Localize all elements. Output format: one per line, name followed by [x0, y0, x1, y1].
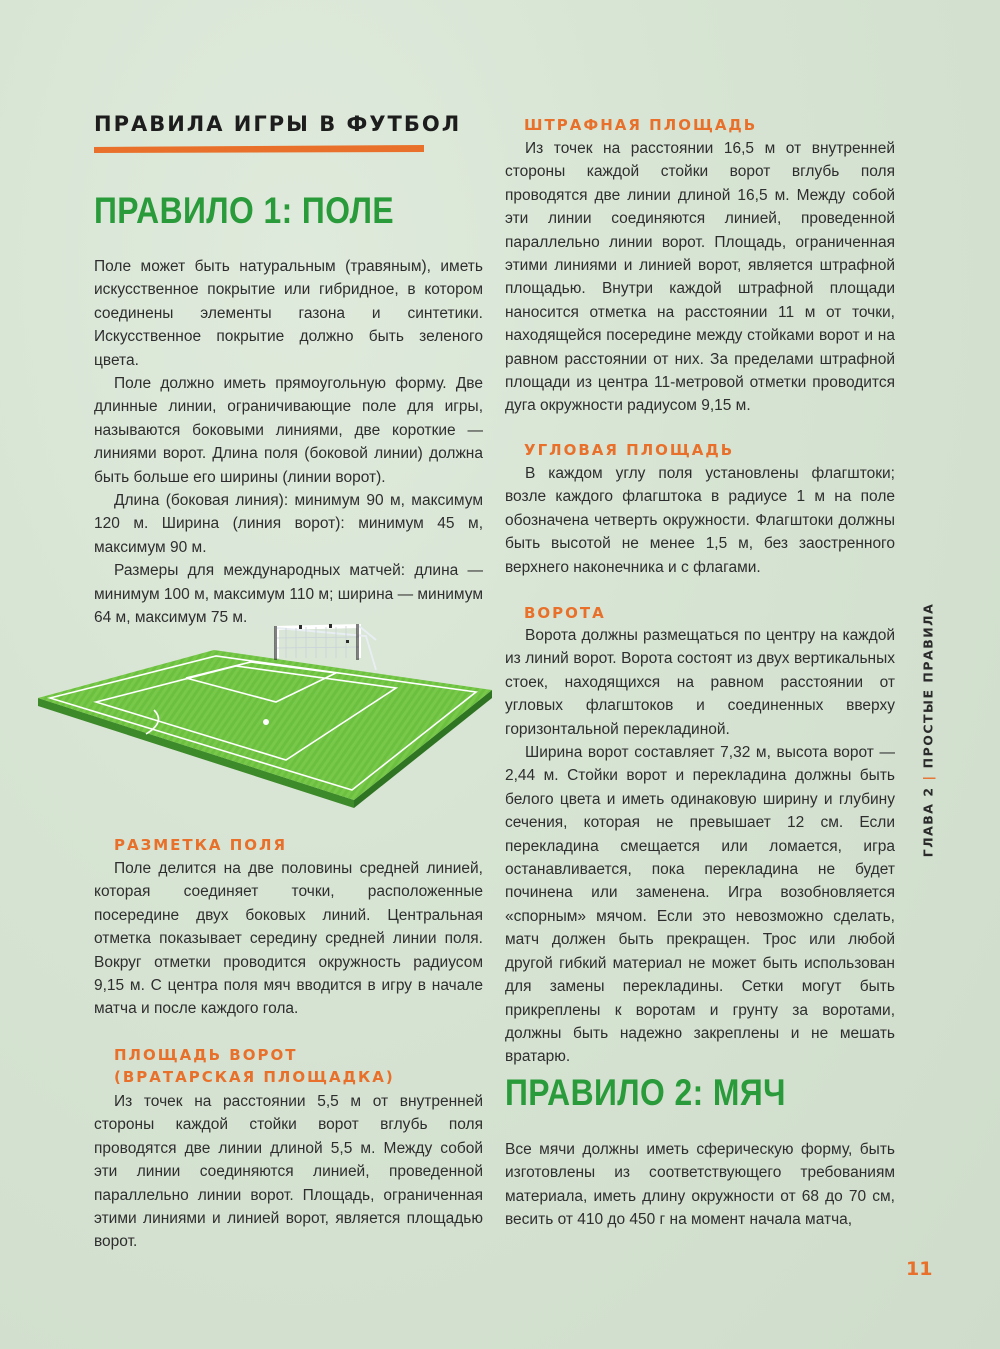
corner-area-paragraph: В каждом углу поля установлены флагштоки; возле каждого флагштока в радиусе 1 м на поле обозначена четверть окружности. Флагштоки должны быть высотой не менее 1,5 м, без заостренного верхнего наконечника и с флагами. [505, 465, 895, 576]
chapter-tab [916, 602, 940, 858]
markings-text [94, 857, 483, 1021]
rule1-paragraph: Поле может быть натуральным (травяным), иметь искусственное покрытие или гибридное, в котором соединены элементы газона и синтетики. Искусственное покрытие должно быть зеленого цвета. [94, 258, 483, 369]
goal-area-heading-2: (ВРАТАРСКАЯ ПЛОЩАДКА) [114, 1068, 395, 1086]
rule1-paragraph: Поле должно иметь прямоугольную форму. Две длинные линии, ограничивающие поле для игры, называются боковыми линиями, две короткие — линиями ворот. Длина поля (боковой линии) должна быть больше его ширины (линии ворот). [94, 375, 483, 486]
penalty-area-paragraph: Из точек на расстоянии 16,5 м от внутренней стороны каждой стойки ворот вглубь поля проводятся две линии длиной 16,5 м. Между собой эти линии соединяются линией, проведенной параллельно линии ворот. Площадь, ограниченная этими линиями и линией ворот, является штрафной площадью. Внутри каждой штрафной площади наносится отметка на расстоянии 11 м от точки, находящейся посередине между стойками ворот и на равном расстоянии от них. За пределами штрафной площади из центра 11-метровой отметки проводится дуга окружности радиусом 9,15 м. [505, 140, 895, 415]
corner-area-text [505, 462, 895, 579]
goals-text [505, 624, 895, 1069]
markings-paragraph: Поле делится на две половины средней линией, которая соединяет точки, расположенные посередине двух боковых линий. Центральная отметка показывает середину средней линии поля. Вокруг отметки проводится окружность радиусом 9,15 м. С центра поля мяч вводится в игру в начале матча и после каждого гола. [94, 860, 483, 1018]
title-underline [94, 144, 424, 154]
football-field-illustration [36, 610, 496, 810]
markings-heading: РАЗМЕТКА ПОЛЯ [114, 836, 288, 854]
goals-paragraph: Ширина ворот составляет 7,32 м, высота ворот — 2,44 м. Стойки ворот и перекладина должны быть белого цвета и иметь одинаковую ширину и глубину сечения, которая не превышает 12 см. Если перекладина смещается или ломается, игра останавливается, пока перекладина не будет починена или заменена. Игра возобновляется «спорным» мячом. Если это невозможно сделать, матч должен быть прекращен. Трос или любой другой гибкий материал не может быть использован для замены перекладины. Сетки могут быть прикреплены к воротам и грунту за воротами, должны быть надежно закреплены и не мешать вратарю. [505, 744, 895, 1066]
goal-area-heading-1: ПЛОЩАДЬ ВОРОТ [114, 1046, 298, 1064]
goal-area-text [94, 1090, 483, 1254]
chapter-separator: | [920, 774, 936, 781]
goals-heading: ВОРОТА [524, 604, 606, 622]
corner-area-heading: УГЛОВАЯ ПЛОЩАДЬ [524, 441, 735, 459]
rule1-text [94, 255, 483, 630]
rule1-paragraph: Размеры для международных матчей: длина — минимум 100 м, максимум 110 м; ширина — минимум 64 м, максимум 75 м. [94, 562, 483, 627]
goal-area-paragraph: Из точек на расстоянии 5,5 м от внутренней стороны каждой стойки ворот вглубь поля проводятся две линии длиной 5,5 м. Между собой эти линии соединяются линией, проведенной параллельно линии ворот. Площадь, ограниченная этими линиями и линией ворот, является площадью ворот. [94, 1093, 483, 1251]
rule2-text [505, 1138, 895, 1232]
chapter-title: ПРОСТЫЕ ПРАВИЛА [920, 602, 936, 769]
rule1-heading: ПРАВИЛО 1: ПОЛЕ [94, 190, 395, 231]
goals-paragraph: Ворота должны размещаться по центру на каждой из линий ворот. Ворота состоят из двух вертикальных стоек, находящихся на равном расстоянии от угловых флагштоков и соединенных вверху горизонтальной перекладиной. [505, 627, 895, 738]
penalty-area-heading: ШТРАФНАЯ ПЛОЩАДЬ [524, 116, 758, 134]
rule2-paragraph: Все мячи должны иметь сферическую форму, быть изготовлены из соответствующего требованиям материала, иметь длину окружности от 68 до 70 см, весить от 410 до 450 г на момент начала матча, [505, 1141, 895, 1229]
section-title: ПРАВИЛА ИГРЫ В ФУТБОЛ [94, 112, 462, 136]
rule1-paragraph: Длина (боковая линия): минимум 90 м, максимум 120 м. Ширина (линия ворот): минимум 45 м, максимум 90 м. [94, 492, 483, 556]
penalty-area-text [505, 137, 895, 418]
chapter-number: ГЛАВА 2 [920, 786, 936, 858]
rule2-heading: ПРАВИЛО 2: МЯЧ [505, 1072, 786, 1113]
chapter-label [921, 603, 936, 858]
page-number: 11 [906, 1258, 933, 1280]
